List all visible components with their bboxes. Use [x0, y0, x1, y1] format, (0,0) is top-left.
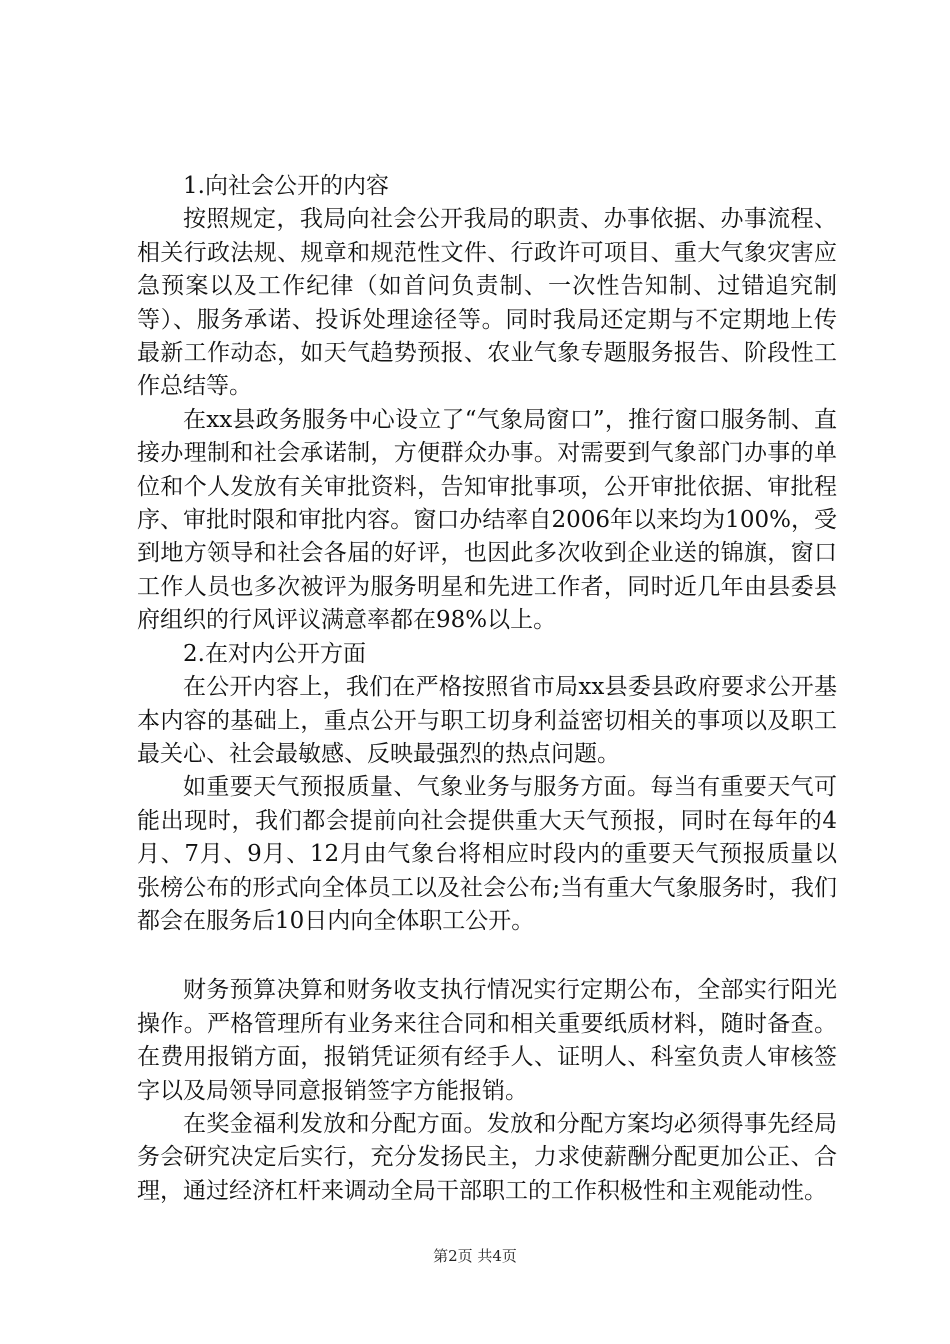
section-heading-internal: 2.在对内公开方面	[183, 640, 366, 667]
page-footer: 第2页 共4页	[433, 1247, 517, 1265]
paragraph: 在xx县政务服务中心设立了“气象局窗口”，推行窗口服务制、直接办理制和社会承诺制，方便群众办事。对需要到气象部门办事的单位和个人发放有关审批资料，告知审批事项，公开审批依据、审批程序、审批时限和审批内容。窗口办结率自2006年以来均为100%，受到地方领导和社会各届的好评，也因此多次收到企业送的锦旗，窗口工作人员也多次被评为服务明星和先进工作者，同时近几年由县委县府组织的行风评议满意率都在98%以上。	[137, 406, 837, 634]
paragraph: 在奖金福利发放和分配方面。发放和分配方案均必须得事先经局务会研究决定后实行，充分发扬民主，力求使薪酬分配更加公正、合理，通过经济杠杆来调动全局干部职工的工作积极性和主观能动性。	[137, 1110, 837, 1204]
paragraph: 在公开内容上，我们在严格按照省市局xx县委县政府要求公开基本内容的基础上，重点公开与职工切身利益密切相关的事项以及职工最关心、社会最敏感、反映最强烈的热点问题。	[137, 674, 837, 767]
paragraph: 如重要天气预报质量、气象业务与服务方面。每当有重要天气可能出现时，我们都会提前向社会提供重大天气预报，同时在每年的4月、7月、9月、12月由气象台将相应时段内的重要天气预报质量以张榜公布的形式向全体员工以及社会公布;当有重大气象服务时，我们都会在服务后10日内向全体职工公开。	[137, 774, 837, 934]
document-body	[137, 170, 837, 1208]
paragraph: 财务预算决算和财务收支执行情况实行定期公布，全部实行阳光操作。严格管理所有业务来往合同和相关重要纸质材料，随时备查。在费用报销方面，报销凭证须有经手人、证明人、科室负责人审核签字以及局领导同意报销签字方能报销。	[137, 977, 837, 1104]
paragraph-spacer	[137, 938, 837, 974]
paragraph: 按照规定，我局向社会公开我局的职责、办事依据、办事流程、相关行政法规、规章和规范性文件、行政许可项目、重大气象灾害应急预案以及工作纪律（如首问负责制、一次性告知制、过错追究制等）、服务承诺、投诉处理途径等。同时我局还定期与不定期地上传最新工作动态，如天气趋势预报、农业气象专题服务报告、阶段性工作总结等。	[137, 206, 837, 400]
section-heading-public: 1.向社会公开的内容	[183, 173, 389, 199]
